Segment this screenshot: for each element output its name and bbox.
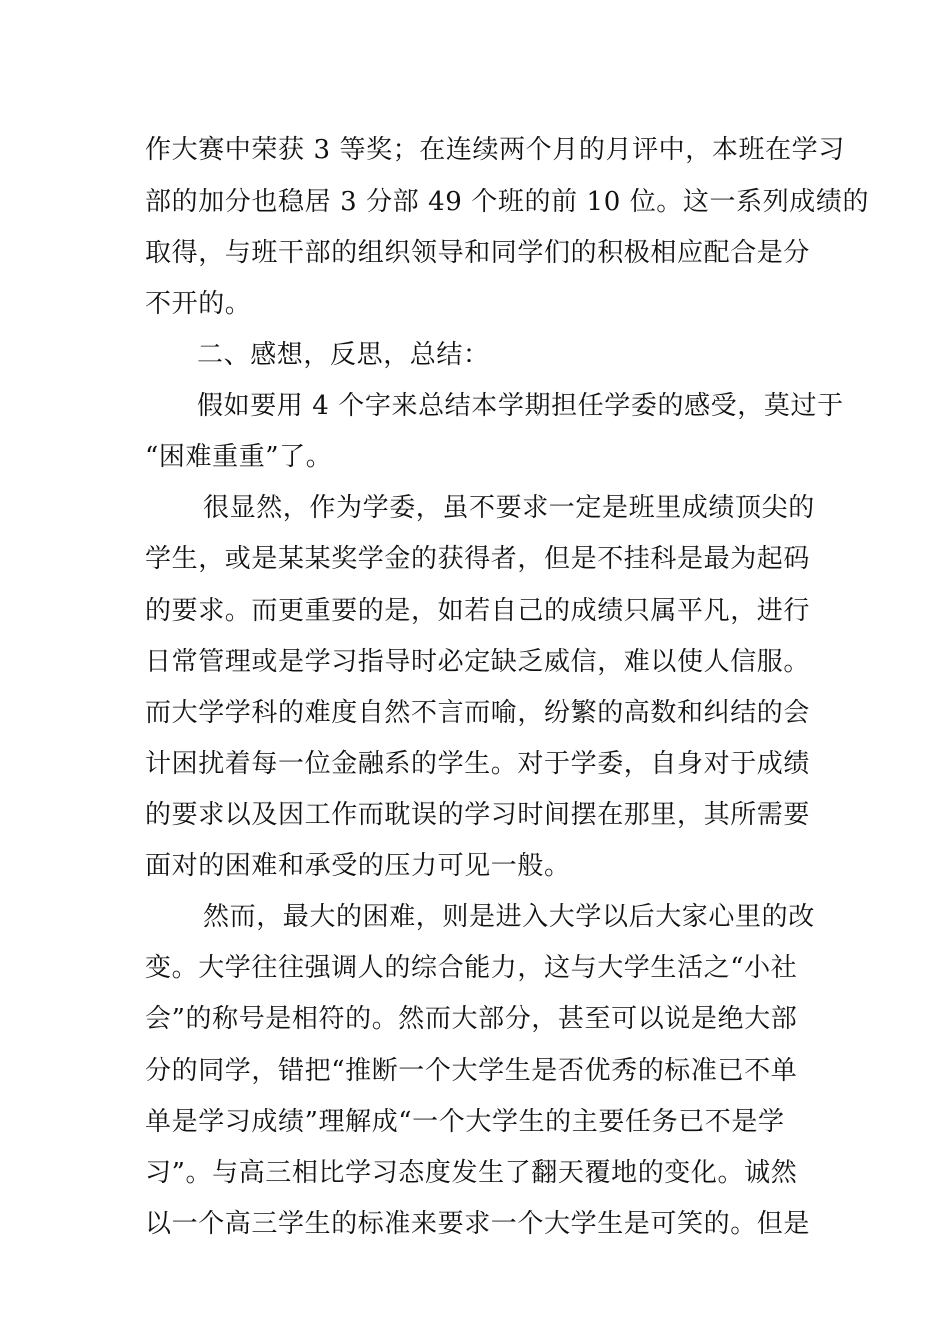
text-line: “困难重重”了。 bbox=[145, 442, 333, 472]
text-line: 假如要用 4 个字来总结本学期担任学委的感受，莫过于 bbox=[197, 391, 844, 421]
text-line: 单是学习成绩”理解成“一个大学生的主要任务已不是学 bbox=[145, 1107, 785, 1137]
text-line: 会”的称号是相符的。然而大部分，甚至可以说是绝大部 bbox=[145, 1004, 798, 1034]
text-line: 以一个高三学生的标准来要求一个大学生是可笑的。但是 bbox=[145, 1209, 811, 1239]
text-line: 分的同学，错把“推断一个大学生是否优秀的标准已不单 bbox=[145, 1056, 798, 1086]
text-line: 的要求。而更重要的是，如若自己的成绩只属平凡，进行 bbox=[145, 596, 811, 626]
text-line: 学生，或是某某奖学金的获得者，但是不挂科是最为起码 bbox=[145, 544, 811, 574]
text-line: 日常管理或是学习指导时必定缺乏威信，难以使人信服。 bbox=[145, 647, 811, 677]
text-line: 取得，与班干部的组织领导和同学们的积极相应配合是分 bbox=[145, 238, 811, 268]
text-line: 部的加分也稳居 3 分部 49 个班的前 10 位。这一系列成绩的 bbox=[145, 187, 870, 217]
text-line: 很显然，作为学委，虽不要求一定是班里成绩顶尖的 bbox=[203, 493, 815, 523]
text-line: 习”。与高三相比学习态度发生了翻天覆地的变化。诚然 bbox=[145, 1158, 798, 1188]
text-line: 的要求以及因工作而耽误的学习时间摆在那里，其所需要 bbox=[145, 800, 811, 830]
text-line: 计困扰着每一位金融系的学生。对于学委，自身对于成绩 bbox=[145, 749, 811, 779]
section-heading: 二、感想，反思，总结： bbox=[197, 340, 490, 370]
text-line: 然而，最大的困难，则是进入大学以后大家心里的改 bbox=[203, 902, 815, 932]
text-line: 而大学学科的难度自然不言而喻，纷繁的高数和纠结的会 bbox=[145, 698, 811, 728]
text-line: 变。大学往往强调人的综合能力，这与大学生活之“小社 bbox=[145, 953, 798, 983]
text-line: 面对的困难和承受的压力可见一般。 bbox=[145, 851, 571, 881]
text-line: 作大赛中荣获 3 等奖；在连续两个月的月评中，本班在学习 bbox=[145, 135, 845, 165]
text-line: 不开的。 bbox=[145, 289, 252, 319]
